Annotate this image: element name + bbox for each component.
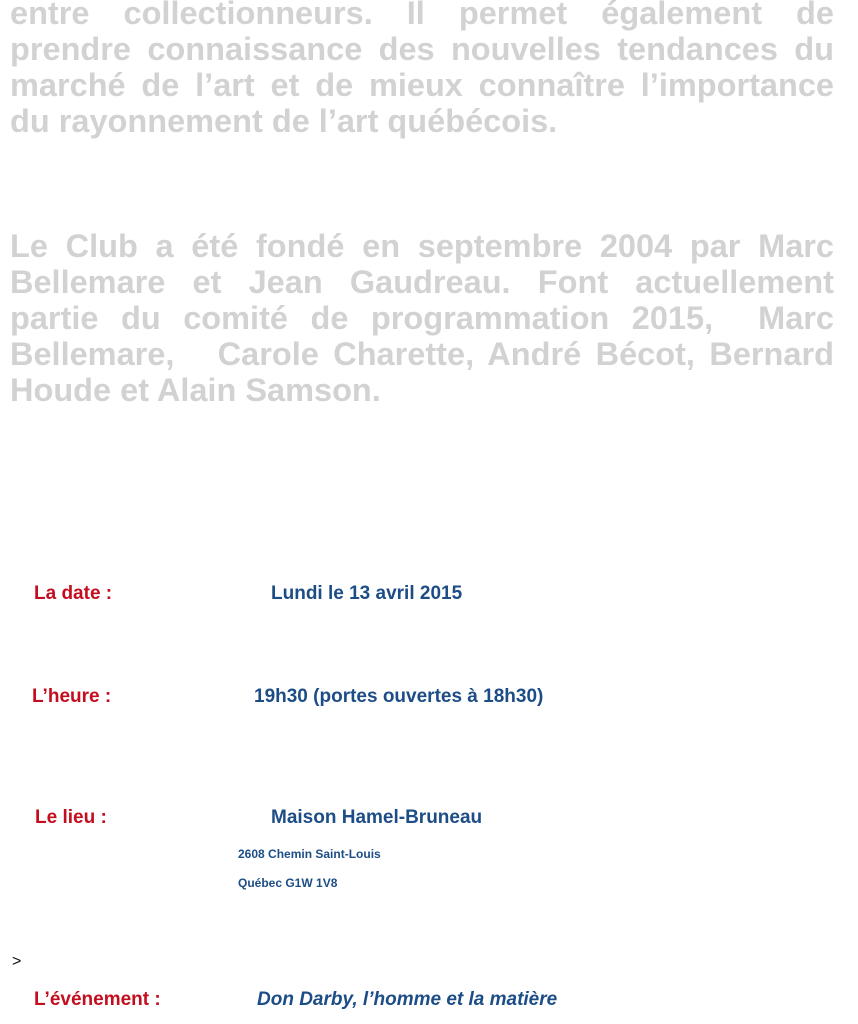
- event-label: L’événement :: [34, 989, 161, 1010]
- intro-paragraph-2: Le Club a été fondé en septembre 2004 par Marc Bellemare et Jean Gaudreau. Font actuellement partie du comité de programmation 2015, Marc Bellemare, Carole Charette, André Bécot, Bernard Houde et Alain Samson.: [10, 228, 844, 408]
- time-value: 19h30 (portes ouvertes à 18h30): [254, 686, 544, 707]
- place-value: Maison Hamel-Bruneau: [271, 807, 483, 828]
- intro-paragraph-1: entre collectionneurs. Il permet également de prendre connaissance des nouvelles tendances du marché de l’art et de mieux connaître l’importance du rayonnement de l’art québécois.: [10, 0, 844, 139]
- address-line-1: 2608 Chemin Saint-Louis: [238, 847, 381, 861]
- event-value: Don Darby, l’homme et la matière: [257, 989, 558, 1010]
- place-label: Le lieu :: [35, 807, 107, 828]
- date-label: La date :: [34, 583, 113, 604]
- marker-glyph: >: [12, 953, 22, 970]
- address-line-2: Québec G1W 1V8: [238, 876, 338, 890]
- date-value: Lundi le 13 avril 2015: [271, 583, 463, 604]
- time-label: L’heure :: [32, 686, 112, 707]
